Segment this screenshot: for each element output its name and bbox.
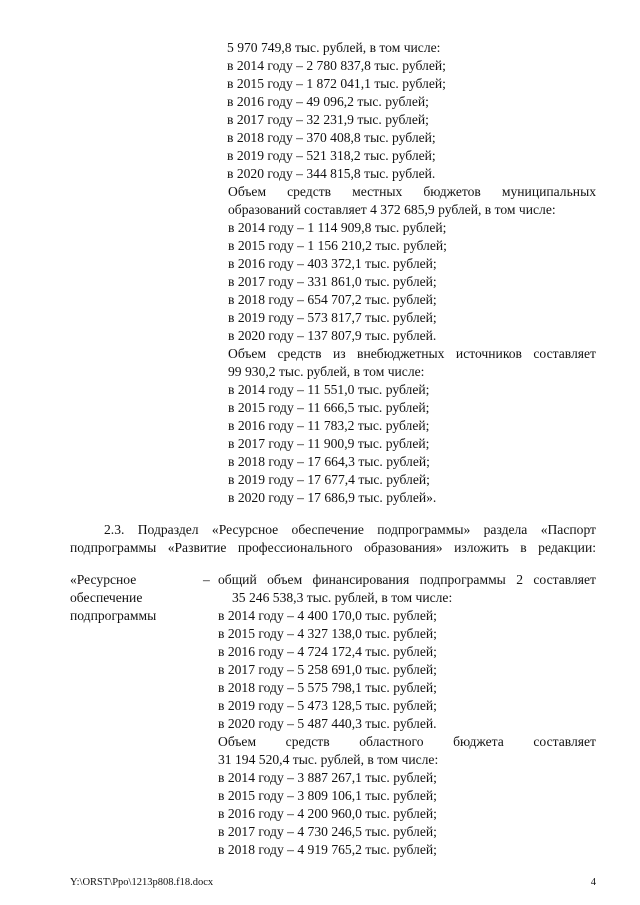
block2-year-line: в 2015 году – 1 156 210,2 тыс. рублей; (228, 238, 447, 253)
section-paragraph-line2: подпрограммы «Развитие профессионального образования» изложить в редакции: (70, 540, 596, 555)
block3-year-line: в 2014 году – 11 551,0 тыс. рублей; (228, 382, 430, 397)
table-regional-year-line: в 2018 году – 4 919 765,2 тыс. рублей; (218, 842, 437, 857)
table-dash: – (203, 572, 210, 587)
table-regional-year-line: в 2014 году – 3 887 267,1 тыс. рублей; (218, 770, 437, 785)
block1-year-line: в 2016 году – 49 096,2 тыс. рублей; (227, 94, 429, 109)
block2-heading-line2: образований составляет 4 372 685,9 рублей, в том числе: (228, 202, 556, 217)
block1-year-line: в 2018 году – 370 408,8 тыс. рублей; (227, 130, 436, 145)
table-total-year-line: в 2020 году – 5 487 440,3 тыс. рублей. (218, 716, 437, 731)
block1-year-line: в 2017 году – 32 231,9 тыс. рублей; (227, 112, 429, 127)
table-total-line2: 35 246 538,3 тыс. рублей, в том числе: (232, 590, 453, 605)
block2-year-line: в 2019 году – 573 817,7 тыс. рублей; (228, 310, 437, 325)
table-regional-year-line: в 2015 году – 3 809 106,1 тыс. рублей; (218, 788, 437, 803)
block1-year-line: в 2015 году – 1 872 041,1 тыс. рублей; (227, 76, 446, 91)
block3-year-line: в 2019 году – 17 677,4 тыс. рублей; (228, 472, 430, 487)
table-total-year-line: в 2016 году – 4 724 172,4 тыс. рублей; (218, 644, 437, 659)
section-paragraph-line1: 2.3. Подраздел «Ресурсное обеспечение подпрограммы» раздела «Паспорт (104, 522, 596, 537)
table-label-line: «Ресурсное (70, 572, 137, 587)
block1-year-line: в 2019 году – 521 318,2 тыс. рублей; (227, 148, 436, 163)
block2-year-line: в 2014 году – 1 114 909,8 тыс. рублей; (228, 220, 447, 235)
block3-year-line: в 2017 году – 11 900,9 тыс. рублей; (228, 436, 430, 451)
table-regional-line1: Объем средств областного бюджета составляет (218, 734, 596, 749)
table-regional-line2: 31 194 520,4 тыс. рублей, в том числе: (218, 752, 439, 767)
block3-year-line: в 2015 году – 11 666,5 тыс. рублей; (228, 400, 430, 415)
block2-year-line: в 2017 году – 331 861,0 тыс. рублей; (228, 274, 437, 289)
table-regional-year-line: в 2016 году – 4 200 960,0 тыс. рублей; (218, 806, 437, 821)
block3-year-line: в 2018 году – 17 664,3 тыс. рублей; (228, 454, 430, 469)
table-label-line: подпрограммы (70, 608, 157, 623)
block3-year-line: в 2020 году – 17 686,9 тыс. рублей». (228, 490, 437, 505)
block2-year-line: в 2020 году – 137 807,9 тыс. рублей. (228, 328, 437, 343)
block2-heading-line1: Объем средств местных бюджетов муниципальных (228, 184, 596, 199)
table-total-year-line: в 2017 году – 5 258 691,0 тыс. рублей; (218, 662, 437, 677)
table-total-year-line: в 2018 году – 5 575 798,1 тыс. рублей; (218, 680, 437, 695)
block3-year-line: в 2016 году – 11 783,2 тыс. рублей; (228, 418, 430, 433)
table-total-line1: общий объем финансирования подпрограммы 2 составляет (218, 572, 596, 587)
block1-total: 5 970 749,8 тыс. рублей, в том числе: (227, 40, 441, 55)
block3-heading-line2: 99 930,2 тыс. рублей, в том числе: (228, 364, 425, 379)
table-label-line: обеспечение (70, 590, 143, 605)
table-total-year-line: в 2014 году – 4 400 170,0 тыс. рублей; (218, 608, 437, 623)
block1-year-line: в 2014 году – 2 780 837,8 тыс. рублей; (227, 58, 446, 73)
block2-year-line: в 2018 году – 654 707,2 тыс. рублей; (228, 292, 437, 307)
footer-file-path: Y:\ORST\Ppo\1213p808.f18.docx (70, 877, 214, 888)
block1-year-line: в 2020 году – 344 815,8 тыс. рублей. (227, 166, 436, 181)
table-total-year-line: в 2015 году – 4 327 138,0 тыс. рублей; (218, 626, 437, 641)
footer-page-number: 4 (590, 877, 596, 888)
table-total-year-line: в 2019 году – 5 473 128,5 тыс. рублей; (218, 698, 437, 713)
block3-heading-line1: Объем средств из внебюджетных источников составляет (228, 346, 596, 361)
block2-year-line: в 2016 году – 403 372,1 тыс. рублей; (228, 256, 437, 271)
table-regional-year-line: в 2017 году – 4 730 246,5 тыс. рублей; (218, 824, 437, 839)
